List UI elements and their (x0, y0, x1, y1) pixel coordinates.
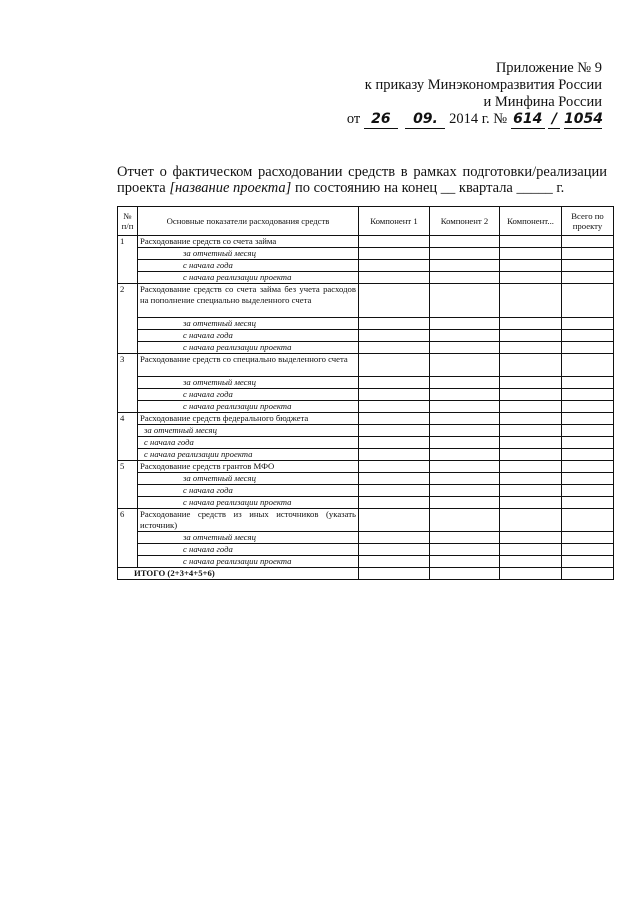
order-ministry: и Минфина России (483, 94, 602, 110)
row-number: 5 (118, 461, 138, 509)
table-row (118, 413, 614, 425)
table-row (118, 284, 614, 318)
table-row (118, 377, 614, 389)
header-component-more: Компонент... (500, 207, 562, 236)
table-row (118, 272, 614, 284)
row-sub-project: с начала реализации проекта (138, 342, 359, 354)
date-day-handwritten: 26 (364, 111, 398, 129)
table-row (118, 509, 614, 532)
row-sub-year: с начала года (138, 389, 359, 401)
table-row (118, 461, 614, 473)
table-row (118, 318, 614, 330)
title-line-2 (117, 180, 607, 196)
header-component-1: Компонент 1 (359, 207, 430, 236)
row-sub-month: за отчетный месяц (138, 377, 359, 389)
year-and-number-label: 2014 г. № (449, 111, 508, 127)
row-sub-project: с начала реализации проекта (138, 556, 359, 568)
row-sub-year: с начала года (138, 260, 359, 272)
table-header-row (118, 207, 614, 236)
row-sub-project: с начала реализации проекта (138, 449, 359, 461)
row-label: Расходование средств федерального бюджета (138, 413, 359, 425)
row-number: 3 (118, 354, 138, 413)
table-row (118, 330, 614, 342)
title-period: по состоянию на конец __ квартала _____ г. (294, 180, 565, 196)
table-row (118, 354, 614, 377)
table-row-total (118, 568, 614, 580)
row-number: 4 (118, 413, 138, 461)
row-sub-month: за отчетный месяц (138, 532, 359, 544)
row-sub-year: с начала года (138, 437, 359, 449)
table-row (118, 437, 614, 449)
title-line-1: Отчет о фактическом расходовании средств в рамках подготовки/реализации (117, 164, 607, 180)
table-row (118, 485, 614, 497)
table-row (118, 401, 614, 413)
table-row (118, 260, 614, 272)
order-date-line (332, 111, 602, 129)
table-row (118, 449, 614, 461)
row-sub-year: с начала года (138, 544, 359, 556)
row-sub-month: за отчетный месяц (138, 318, 359, 330)
total-label: ИТОГО (2+3+4+5+6) (118, 568, 359, 580)
document-header (332, 60, 602, 129)
header-indicators: Основные показатели расходования средств (138, 207, 359, 236)
row-label: Расходование средств со специально выделенного счета (138, 354, 359, 377)
row-label: Расходование средств из иных источников (указать источник) (138, 509, 359, 532)
header-project-total: Всего по проекту (562, 207, 614, 236)
table-row (118, 497, 614, 509)
row-sub-month: за отчетный месяц (138, 248, 359, 260)
row-sub-year: с начала года (138, 485, 359, 497)
header-number: № п/п (118, 207, 138, 236)
row-sub-project: с начала реализации проекта (138, 272, 359, 284)
order-reference: к приказу Минэкономразвития России (364, 77, 602, 93)
table-row (118, 342, 614, 354)
row-label: Расходование средств грантов МФО (138, 461, 359, 473)
table-row (118, 473, 614, 485)
order-number-2-handwritten: 1054 (564, 111, 603, 127)
order-separator: / (548, 111, 560, 129)
row-sub-month: за отчетный месяц (138, 473, 359, 485)
row-sub-project: с начала реализации проекта (138, 401, 359, 413)
report-title (117, 164, 607, 196)
table-row (118, 556, 614, 568)
table-row (118, 532, 614, 544)
order-number-1-handwritten: 614 (511, 111, 545, 129)
table-row (118, 236, 614, 248)
row-sub-project: с начала реализации проекта (138, 497, 359, 509)
row-number: 2 (118, 284, 138, 354)
title-project-name-placeholder: [название проекта] (169, 180, 292, 196)
date-month-handwritten: 09. (405, 111, 445, 129)
appendix-number: Приложение № 9 (495, 60, 602, 76)
row-sub-year: с начала года (138, 330, 359, 342)
row-sub-month: за отчетный месяц (138, 425, 359, 437)
row-label: Расходование средств со счета займа без учета расходов на пополнение специально выделенного счета (138, 284, 359, 318)
expenditure-report-table (117, 206, 614, 580)
row-number: 6 (118, 509, 138, 568)
table-row (118, 248, 614, 260)
header-component-2: Компонент 2 (430, 207, 500, 236)
table-row (118, 425, 614, 437)
title-project-word: проекта (117, 180, 166, 196)
date-prefix: от (346, 111, 361, 127)
table-row (118, 544, 614, 556)
row-number: 1 (118, 236, 138, 284)
table-row (118, 389, 614, 401)
row-label: Расходование средств со счета займа (138, 236, 359, 248)
